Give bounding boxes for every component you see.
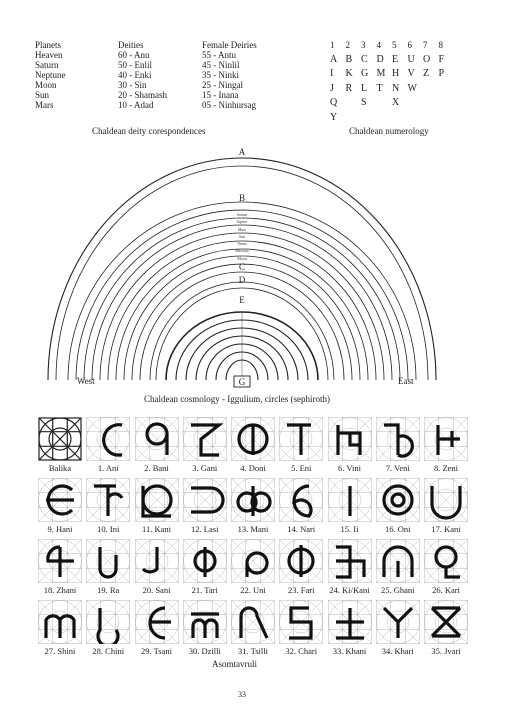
glyph-row: [38, 539, 468, 600]
table-cell: 40 - Enki: [118, 70, 152, 80]
planet-label: Moon: [237, 256, 247, 261]
numerology-header: 4: [376, 40, 381, 50]
glyph-dzilli-icon: [183, 600, 227, 644]
deity-table-female-column: [202, 40, 257, 110]
table-cell: 55 - Antu: [202, 50, 237, 60]
glyph-cell: [279, 417, 323, 478]
glyph-cell: [86, 539, 130, 600]
numerology-letter: K: [345, 68, 353, 79]
glyph-label: 17. Kani: [431, 524, 461, 534]
numerology-row: [330, 96, 460, 111]
glyph-label: 10. Ini: [97, 524, 120, 534]
glyph-label: 3. Gani: [192, 463, 218, 473]
numerology-letter: J: [330, 82, 334, 94]
numerology-letter: E: [392, 53, 399, 65]
glyph-oni-icon: [376, 478, 420, 522]
table-cell: 15 - Inana: [202, 90, 239, 100]
glyph-cell: [424, 478, 468, 539]
numerology-letter: [408, 96, 424, 111]
numerology-caption: Chaldean numerology: [349, 126, 429, 136]
planet-label: Venus: [237, 241, 247, 246]
numerology-letter: H: [392, 68, 400, 79]
glyph-cell: [424, 417, 468, 478]
glyph-cell: [328, 417, 372, 478]
page-number: 33: [238, 690, 246, 699]
planet-label: Jupiter: [236, 219, 248, 224]
glyph-cell: [279, 539, 323, 600]
glyph-cell: [183, 539, 227, 600]
glyph-label: 13. Mani: [237, 524, 269, 534]
numerology-letter: [439, 82, 455, 97]
glyph-bani-icon: [135, 417, 179, 461]
glyph-cell: [38, 478, 82, 539]
numerology-letter: P: [438, 68, 445, 79]
numerology-letter: [346, 96, 362, 111]
glyph-cell: [328, 539, 372, 600]
numerology-letter: [392, 111, 408, 126]
numerology-grid: [330, 38, 460, 125]
numerology-row: [330, 67, 460, 82]
glyph-cell: [86, 478, 130, 539]
glyph-label: 21. Tari: [191, 585, 218, 595]
planets-header: Planets: [35, 40, 61, 50]
numerology-letter: C: [361, 53, 368, 65]
numerology-header: 1: [330, 40, 335, 50]
glyph-jvari-icon: [424, 600, 468, 644]
glyph-sani-icon: [135, 539, 179, 583]
numerology-header-row: [330, 38, 460, 53]
numerology-letter: O: [423, 53, 431, 65]
planet-label: Saturn: [236, 212, 248, 217]
glyph-cell: [86, 600, 130, 661]
label-a: A: [238, 147, 246, 157]
glyph-cell: [135, 600, 179, 661]
glyph-label: 4. Doni: [240, 463, 266, 473]
glyph-label: 11. Kani: [142, 524, 171, 534]
glyph-hani-icon: [38, 478, 82, 522]
label-d: D: [238, 275, 246, 285]
glyph-kani2-icon: [424, 478, 468, 522]
numerology-letter: N: [392, 82, 400, 94]
glyph-ra-icon: [86, 539, 130, 583]
numerology-header: 2: [345, 40, 350, 50]
planet-label: Mercury: [235, 248, 249, 253]
glyph-mani-icon: [231, 478, 275, 522]
numerology-header: 5: [392, 40, 397, 50]
glyph-cell: [183, 417, 227, 478]
glyph-uni-icon: [231, 539, 275, 583]
label-b: B: [238, 193, 246, 203]
numerology-header: 7: [423, 40, 428, 50]
glyph-row: [38, 417, 468, 478]
glyph-cell: [328, 478, 372, 539]
glyph-label: 8. Zeni: [433, 463, 459, 473]
glyph-cell: [424, 539, 468, 600]
numerology-letter: T: [376, 82, 383, 94]
glyph-label: 25. Ghani: [380, 585, 415, 595]
numerology-letter: S: [361, 97, 367, 108]
glyph-label: 22. Uni: [240, 585, 266, 595]
female-deities-header: Female Deiries: [202, 40, 257, 50]
numerology-letter: [377, 96, 393, 111]
glyph-ini-icon: [86, 478, 130, 522]
glyph-row: [38, 478, 468, 539]
glyph-ii-icon: [328, 478, 372, 522]
table-cell: 30 - Sin: [118, 80, 147, 90]
glyph-cell: [376, 600, 420, 661]
table-cell: Mars: [35, 100, 54, 110]
numerology-letter: V: [407, 68, 415, 79]
glyph-ghani-icon: [376, 539, 420, 583]
glyph-fari-icon: [279, 539, 323, 583]
glyph-cell: [86, 417, 130, 478]
table-cell: 50 - Enlil: [118, 60, 152, 70]
table-cell: 05 - Ninhursag: [202, 100, 256, 110]
glyph-cell: [135, 478, 179, 539]
glyph-zhani-icon: [38, 539, 82, 583]
glyph-veni-icon: [376, 417, 420, 461]
glyph-chari-icon: [279, 600, 323, 644]
numerology-row: [330, 82, 460, 97]
numerology-letter: Q: [330, 97, 338, 108]
glyph-label: 2. Bani: [144, 463, 169, 473]
glyph-caption: Asomtavruli: [212, 659, 257, 669]
glyph-cell: [231, 600, 275, 661]
label-e: E: [239, 295, 245, 305]
table-cell: Sun: [35, 90, 50, 100]
asomtavruli-glyph-grid: [38, 417, 468, 661]
glyph-label: 16. Oni: [385, 524, 411, 534]
numerology-letter: F: [438, 53, 445, 65]
glyph-khari-icon: [376, 600, 420, 644]
numerology-letter: A: [330, 53, 338, 65]
glyph-label: 23. Fari: [288, 585, 315, 595]
deity-table-caption: Chaldean deity corespondences: [92, 126, 206, 136]
numerology-letter: Y: [330, 111, 338, 123]
deity-table-planets-column: [35, 40, 66, 110]
glyph-label: 14. Nari: [287, 524, 316, 534]
glyph-label: 31. Tsilli: [238, 646, 268, 656]
glyph-cell: [376, 478, 420, 539]
glyph-ani-icon: [86, 417, 130, 461]
numerology-letter: I: [330, 68, 334, 79]
label-g: G: [238, 377, 246, 387]
glyph-vini-icon: [328, 417, 372, 461]
glyph-label: 18. Zhani: [43, 585, 77, 595]
numerology-letter: W: [407, 82, 417, 94]
glyph-cell: [424, 600, 468, 661]
numerology-letter: G: [361, 68, 369, 79]
numerology-letter: [439, 96, 455, 111]
glyph-ki-icon: [328, 539, 372, 583]
glyph-row: [38, 600, 468, 661]
glyph-doni-icon: [231, 417, 275, 461]
glyph-zeni-icon: [424, 417, 468, 461]
glyph-label: 1. Ani: [97, 463, 119, 473]
table-cell: 60 - Anu: [118, 50, 150, 60]
glyph-label: 33. Khani: [332, 646, 367, 656]
label-east: East: [398, 376, 414, 386]
glyph-label: Balika: [48, 463, 72, 473]
grid-square-icon: [38, 417, 82, 461]
deities-header: Deities: [118, 40, 144, 50]
glyph-label: 24. Ki/Kani: [329, 585, 370, 595]
glyph-label: 27. Shini: [44, 646, 76, 656]
glyph-label: 34. Khari: [381, 646, 414, 656]
table-cell: Saturn: [35, 60, 59, 70]
glyph-label: 12. Lasi: [191, 524, 219, 534]
glyph-label: 26. Kari: [432, 585, 460, 595]
table-cell: Neptune: [35, 70, 66, 80]
glyph-nari-icon: [279, 478, 323, 522]
glyph-khani-icon: [328, 600, 372, 644]
glyph-cell: [279, 600, 323, 661]
glyph-cell: [231, 478, 275, 539]
glyph-cell: [135, 539, 179, 600]
glyph-label: 7. Veni: [385, 463, 410, 473]
glyph-label: 20. Sani: [142, 585, 171, 595]
numerology-letter: L: [361, 82, 368, 94]
numerology-letter: [423, 111, 439, 126]
numerology-header: 8: [438, 40, 443, 50]
glyph-label: 35. Jvari: [431, 646, 461, 656]
numerology-row: [330, 111, 460, 126]
glyph-kani-icon: [135, 478, 179, 522]
numerology-letter: [377, 111, 393, 126]
numerology-letter: [423, 96, 439, 111]
table-cell: 45 - Ninlil: [202, 60, 240, 70]
cosmology-diagram: [0, 140, 505, 410]
glyph-label: 9. Hani: [47, 524, 73, 534]
glyph-cell: [328, 600, 372, 661]
glyph-eni-icon: [279, 417, 323, 461]
numerology-letter: [408, 111, 424, 126]
planet-label: Sun: [238, 234, 246, 239]
glyph-label: 5. Eni: [291, 463, 312, 473]
glyph-shini-icon: [38, 600, 82, 644]
numerology-letter: [439, 111, 455, 126]
glyph-cell: [183, 600, 227, 661]
glyph-cell: [38, 600, 82, 661]
glyph-chini-icon: [86, 600, 130, 644]
numerology-letter: D: [376, 53, 384, 65]
numerology-header: 3: [361, 40, 366, 50]
glyph-cell: [231, 539, 275, 600]
numerology-letter: [423, 82, 439, 97]
planet-label: Mars: [237, 227, 247, 232]
table-cell: 20 - Shamash: [118, 90, 167, 100]
numerology-letter: [346, 111, 362, 126]
cosmology-caption: Chaldean cosmology - Iggulium, circles (sephiroth): [144, 394, 330, 404]
glyph-gani-icon: [183, 417, 227, 461]
table-cell: Heaven: [35, 50, 63, 60]
glyph-cell: [231, 417, 275, 478]
label-west: West: [77, 376, 95, 386]
glyph-cell: [135, 417, 179, 478]
glyph-cell: [38, 539, 82, 600]
numerology-header: 6: [407, 40, 412, 50]
numerology-letter: M: [376, 68, 386, 79]
numerology-letter: X: [392, 97, 400, 108]
glyph-cell: [279, 478, 323, 539]
numerology-letter: R: [345, 82, 353, 94]
numerology-row: [330, 53, 460, 68]
glyph-tari-icon: [183, 539, 227, 583]
glyph-cell: [183, 478, 227, 539]
glyph-label: 28. Chini: [92, 646, 125, 656]
numerology-letter: B: [345, 53, 353, 65]
glyph-tsilli-icon: [231, 600, 275, 644]
glyph-label: 6. Vini: [338, 463, 361, 473]
table-cell: 10 - Adad: [118, 100, 154, 110]
table-cell: 35 - Ninki: [202, 70, 239, 80]
deity-table-deities-column: [118, 40, 167, 110]
glyph-lasi-icon: [183, 478, 227, 522]
glyph-label: 29. Tsani: [141, 646, 172, 656]
glyph-cell: [376, 539, 420, 600]
glyph-kari-icon: [424, 539, 468, 583]
numerology-letter: [361, 111, 377, 126]
glyph-tsani-icon: [135, 600, 179, 644]
table-cell: Moon: [35, 80, 57, 90]
label-c: C: [238, 262, 246, 272]
glyph-cell: [376, 417, 420, 478]
numerology-letter: Z: [423, 68, 430, 79]
glyph-label: 15. Ii: [340, 524, 359, 534]
table-cell: 25 - Ningal: [202, 80, 243, 90]
glyph-label: 32. Chari: [285, 646, 318, 656]
glyph-cell: [38, 417, 82, 478]
numerology-letter: U: [407, 53, 415, 65]
glyph-label: 30. Dzilli: [188, 646, 221, 656]
glyph-label: 19. Ra: [97, 585, 120, 595]
